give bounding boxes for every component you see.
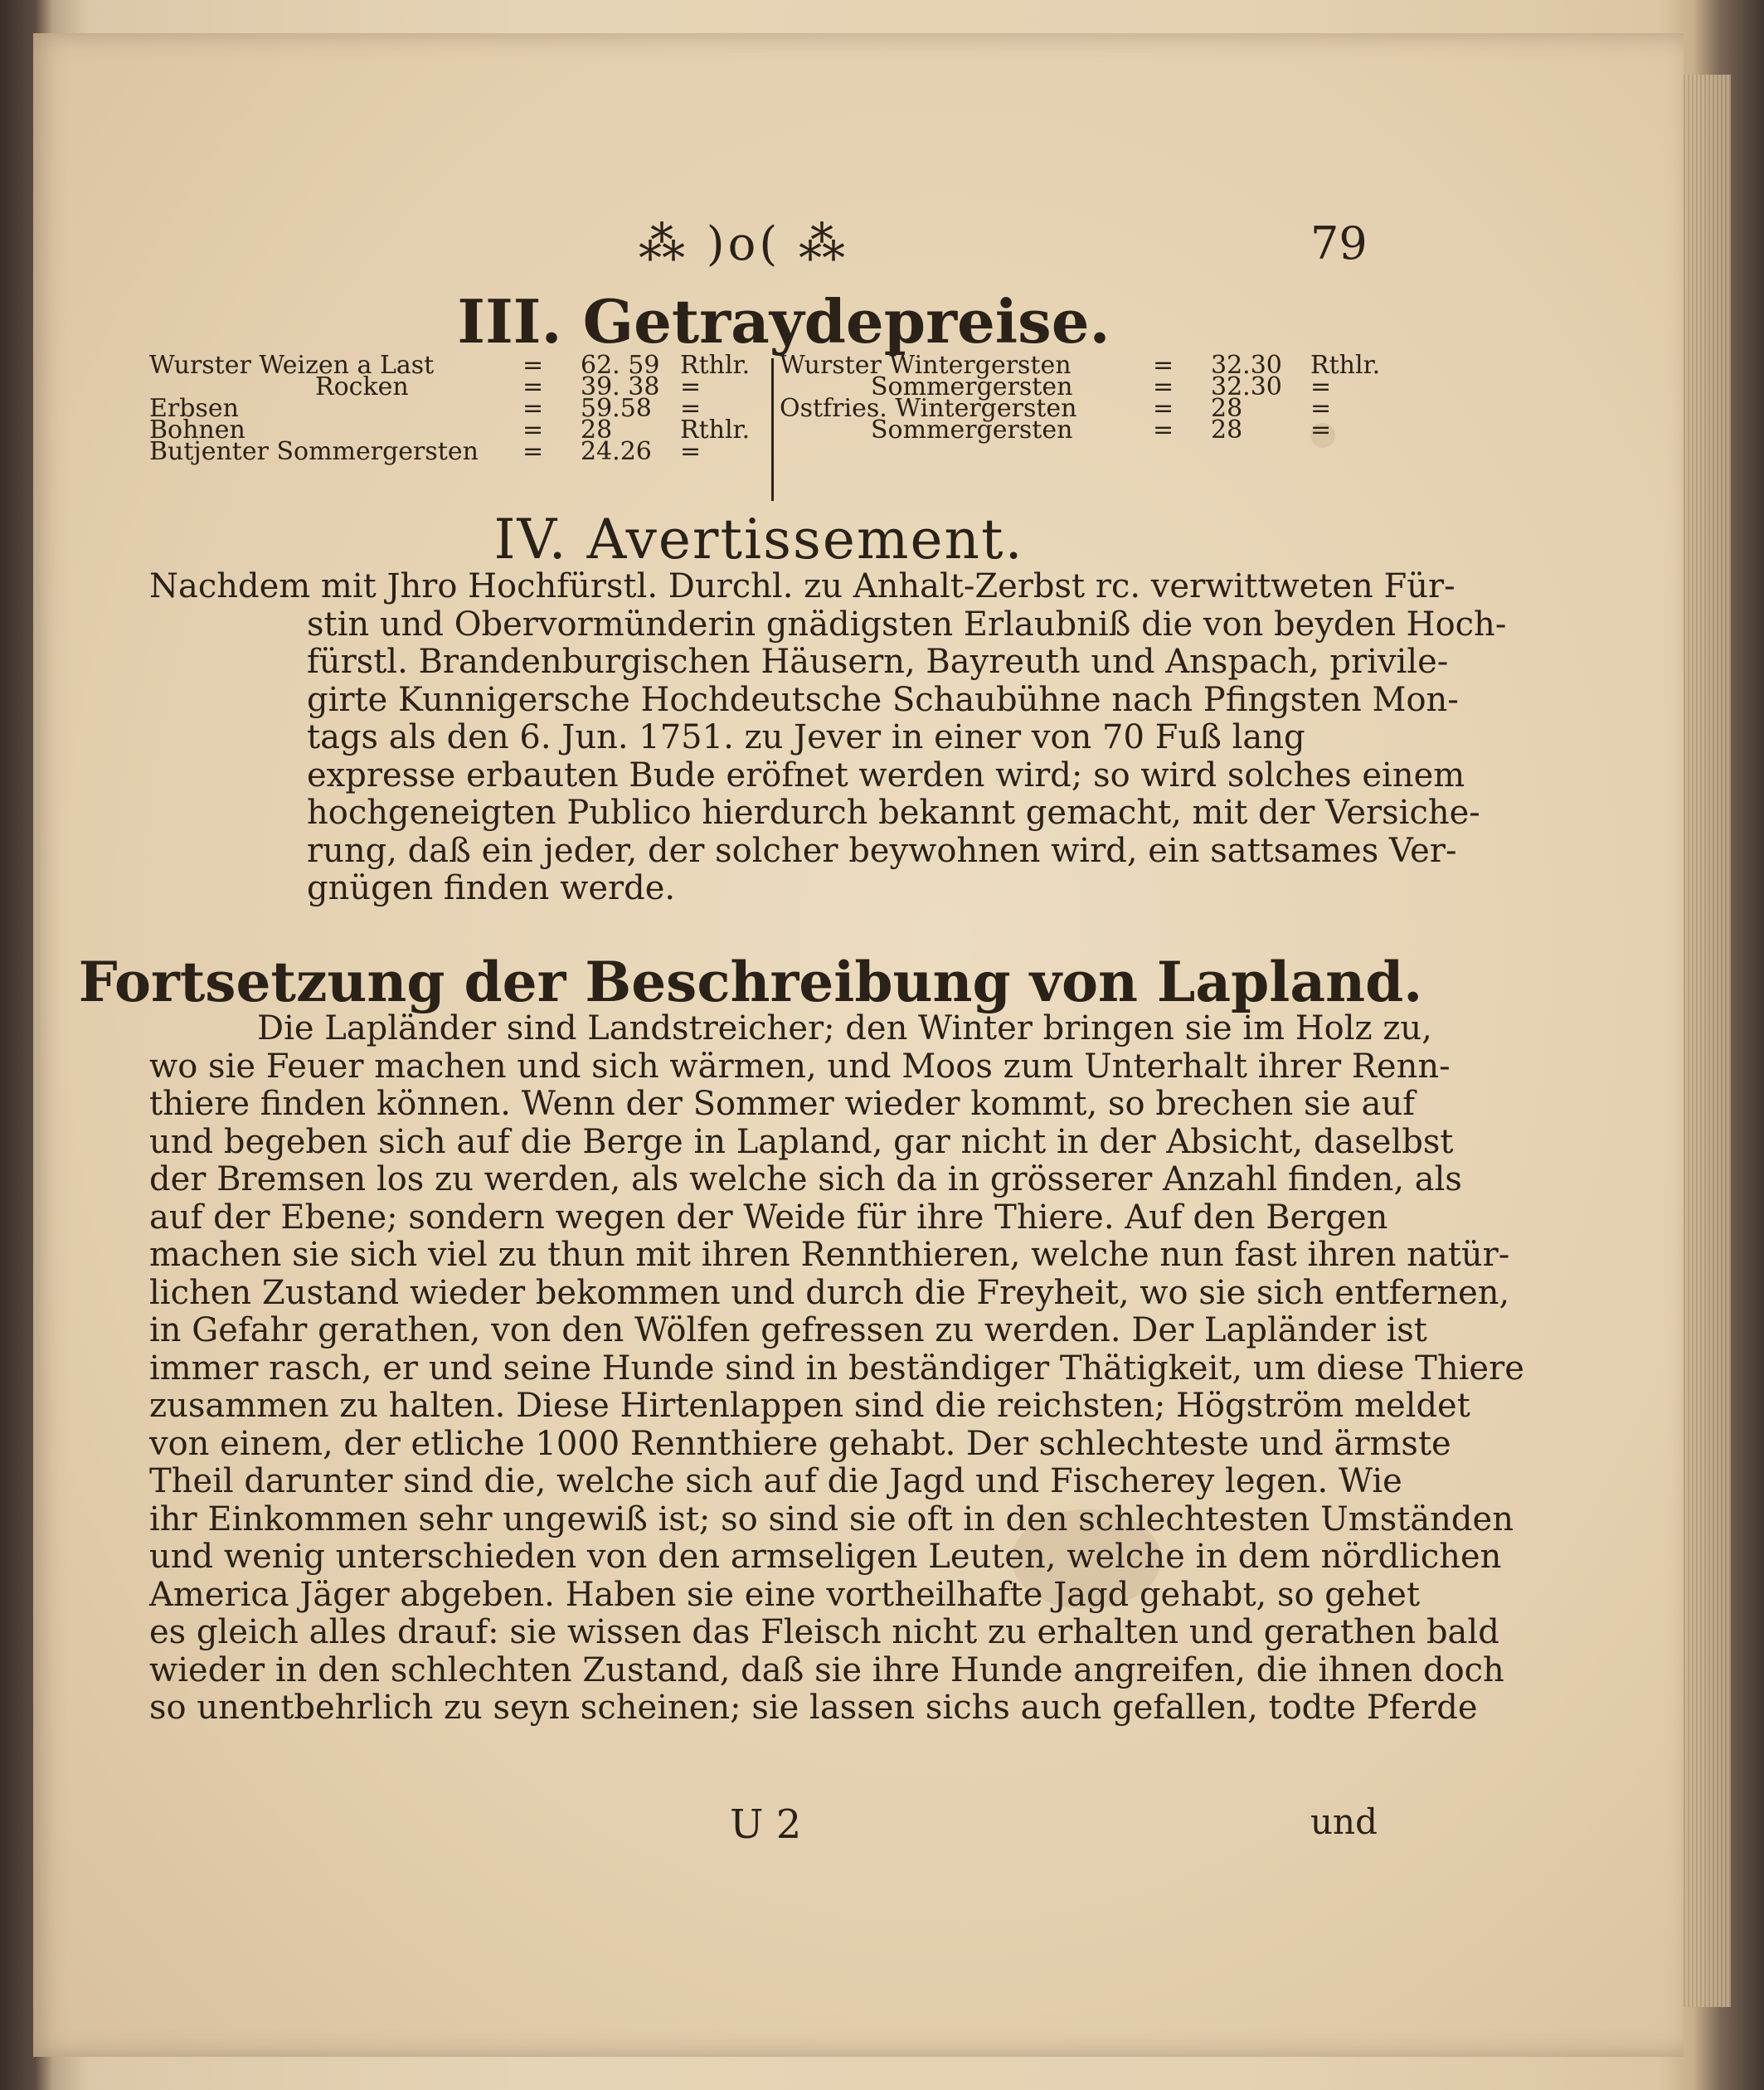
price-value: 24.26 — [581, 437, 652, 466]
text-line: gnügen finden werde. — [307, 869, 676, 907]
price-label: Wurster Wintergersten — [780, 351, 1072, 380]
text-line: und begeben sich auf die Berge in Lapland, gar nicht in der Absicht, daselbst — [149, 1122, 1454, 1161]
price-dot: = — [1153, 394, 1174, 423]
price-label: Rocken — [315, 372, 409, 401]
price-column-right — [780, 351, 1385, 445]
text-line: expresse erbauten Bude eröfnet werden wird; so wird solches einem — [307, 756, 1465, 795]
text-line: Nachdem mit Jhro Hochfürstl. Durchl. zu Anhalt-Zerbst rc. verwittweten Für- — [149, 567, 1455, 605]
page-number: 79 — [1310, 217, 1368, 270]
price-dot: = — [1153, 416, 1174, 445]
price-value: 62. 59 — [581, 351, 660, 380]
text-line: machen sie sich viel zu thun mit ihren Rennthieren, welche nun fast ihren natür- — [149, 1236, 1510, 1274]
text-line: zusammen zu halten. Diese Hirtenlappen sind die reichsten; Högström meldet — [149, 1387, 1470, 1425]
price-label: Sommergersten — [871, 416, 1073, 445]
text-line: tags als den 6. Jun. 1751. zu Jever in einer von 70 Fuß lang — [307, 718, 1305, 756]
price-dot: = — [1153, 372, 1174, 401]
price-unit: Rthlr. — [680, 416, 751, 445]
avertissement-paragraph — [149, 567, 1507, 908]
book-page — [33, 33, 1684, 2057]
price-value: 32.30 — [1211, 351, 1282, 380]
price-label: Sommergersten — [871, 372, 1073, 401]
text-line: in Gefahr gerathen, von den Wölfen gefressen zu werden. Der Lapländer ist — [149, 1311, 1427, 1349]
text-line: so unentbehrlich zu seyn scheinen; sie lassen sichs auch gefallen, todte Pferde — [149, 1689, 1478, 1727]
text-line: Theil darunter sind die, welche sich auf die Jagd und Fischerey legen. Wie — [149, 1462, 1402, 1500]
price-value: 59.58 — [581, 394, 652, 423]
text-line: America Jäger abgeben. Haben sie eine vortheilhafte Jagd gehabt, so gehet — [149, 1575, 1421, 1614]
price-label: Butjenter Sommergersten — [149, 437, 479, 466]
text-line: immer rasch, er und seine Hunde sind in beständiger Thätigkeit, um diese Thiere — [149, 1349, 1524, 1388]
price-row — [149, 351, 755, 380]
table-divider — [771, 358, 774, 501]
page-edges — [1681, 75, 1731, 2007]
price-unit: Rthlr. — [1310, 351, 1381, 380]
price-unit: Rthlr. — [680, 351, 751, 380]
price-dot: = — [522, 416, 544, 445]
text-line: rung, daß ein jeder, der solcher beywohnen wird, ein sattsames Ver- — [307, 831, 1457, 870]
price-label: Ostfries. Wintergersten — [780, 394, 1077, 423]
section-title-lapland: Fortsetzung der Beschreibung von Lapland. — [78, 950, 1423, 1014]
section-title-avertissement: IV. Avertissement. — [493, 508, 1024, 571]
price-label: Wurster Weizen a Last — [149, 351, 435, 380]
price-value: 32.30 — [1211, 372, 1282, 401]
price-dot: = — [522, 437, 544, 466]
price-unit: = — [1310, 416, 1332, 445]
text-line: thiere finden können. Wenn der Sommer wieder kommt, so brechen sie auf — [149, 1085, 1416, 1123]
text-line: und wenig unterschieden von den armseligen Leuten, welche in dem nördlichen — [149, 1538, 1502, 1576]
signature-mark: U 2 — [730, 1801, 802, 1848]
price-unit: = — [1310, 372, 1332, 401]
price-unit: = — [680, 394, 702, 423]
text-line: hochgeneigten Publico hierdurch bekannt gemacht, mit der Versiche- — [307, 794, 1480, 832]
text-line: wo sie Feuer machen und sich wärmen, und Moos zum Unterhalt ihrer Renn- — [149, 1047, 1451, 1086]
price-unit: = — [680, 372, 702, 401]
text-line: girte Kunnigersche Hochdeutsche Schaubühne nach Pfingsten Mon- — [307, 680, 1459, 719]
price-value: 28 — [1211, 394, 1243, 423]
price-value: 28 — [581, 416, 613, 445]
price-row — [149, 372, 755, 401]
text-line: wieder in den schlechten Zustand, daß sie ihre Hunde angreifen, die ihnen doch — [149, 1650, 1504, 1689]
text-line: stin und Obervormünderin gnädigsten Erlaubniß die von beyden Hoch- — [307, 605, 1507, 644]
price-dot: = — [522, 394, 544, 423]
price-unit: = — [1310, 394, 1332, 423]
text-line: der Bremsen los zu werden, als welche sich da in grösserer Anzahl finden, als — [149, 1160, 1462, 1198]
price-dot: = — [1153, 351, 1174, 380]
price-row — [149, 437, 755, 466]
price-label: Bohnen — [149, 416, 245, 445]
catchword: und — [1310, 1801, 1378, 1842]
price-dot: = — [522, 351, 544, 380]
text-line: Die Lapländer sind Landstreicher; den Winter bringen sie im Holz zu, — [257, 1009, 1432, 1047]
text-line: fürstl. Brandenburgischen Häusern, Bayreuth und Anspach, privile- — [307, 643, 1449, 681]
price-dot: = — [522, 372, 544, 401]
price-row — [780, 416, 1385, 445]
price-value: 28 — [1211, 416, 1243, 445]
price-unit: = — [680, 437, 702, 466]
price-value: 39. 38 — [581, 372, 660, 401]
text-line: es gleich alles drauf: sie wissen das Fleisch nicht zu erhalten und gerathen bald — [149, 1613, 1499, 1651]
price-label: Erbsen — [149, 394, 239, 423]
text-line: von einem, der etliche 1000 Rennthiere gehabt. Der schlechteste und ärmste — [149, 1424, 1451, 1463]
text-line: auf der Ebene; sondern wegen der Weide für ihre Thiere. Auf den Bergen — [149, 1198, 1388, 1237]
header-ornament: ⁂ )o( ⁂ — [639, 217, 849, 271]
section-title-prices: III. Getraydepreise. — [457, 286, 1110, 357]
text-line: lichen Zustand wieder bekommen und durch die Freyheit, wo sie sich entfernen, — [149, 1273, 1510, 1312]
price-column-left — [149, 351, 755, 466]
text-line: ihr Einkommen sehr ungewiß ist; so sind sie oft in den schlechtesten Umständen — [149, 1499, 1514, 1538]
lapland-paragraph — [149, 1009, 1524, 1728]
